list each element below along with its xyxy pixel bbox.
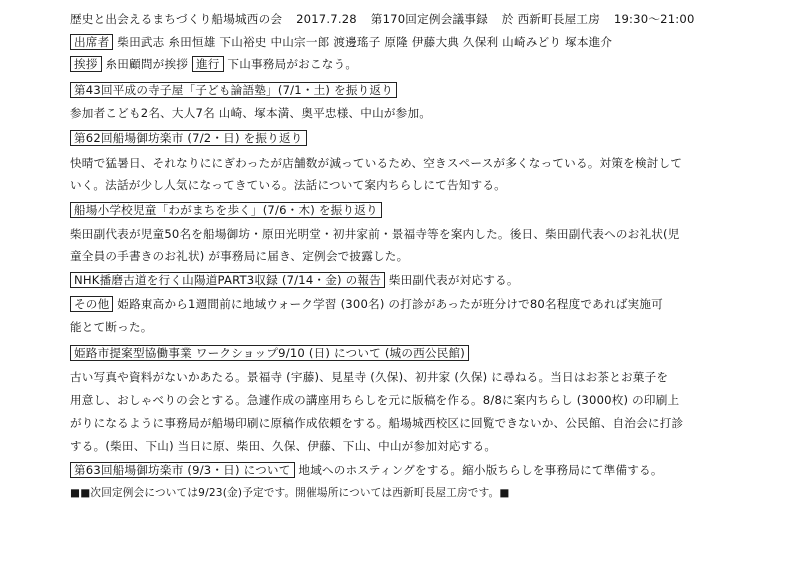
attendees-line	[70, 34, 612, 50]
section-title	[70, 130, 307, 146]
attendees-label: 出席者	[70, 34, 113, 50]
section-title	[70, 82, 397, 98]
section-0-line-0: 参加者こども2名、大人7名 山崎、塚本満、奥平忠様、中山が参加。	[70, 106, 432, 120]
section-1-line-0: 快晴で猛暑日、それなりににぎわったが店舗数が減っているため、空きスペースが多くなっている。対策を検討して	[70, 156, 683, 170]
section-5-line-2: がりになるように事務局が船場印刷に原稿作成依頼をする。船場城西校区に回覧できないか、公民館、自治会に打診	[70, 416, 684, 430]
section-title	[70, 202, 382, 218]
greeting-label: 挨拶	[70, 56, 102, 72]
greeting-line	[70, 56, 357, 72]
header-line	[70, 12, 695, 27]
section-4-title: その他	[70, 296, 113, 312]
section-5-line-3: する。(柴田、下山) 当日に原、柴田、久保、伊藤、下山、中山が参加対応する。	[70, 439, 497, 453]
section-6-line	[70, 462, 663, 478]
org-name: 歴史と出会えるまちづくり船場城西の会	[70, 12, 283, 26]
section-6-after: 地域へのホスティングをする。縮小版ちらしを事務局にて準備する。	[298, 463, 663, 477]
attendees-names: 柴田武志 糸田恒雄 下山裕史 中山宗一郎 渡邊瑤子 原隆 伊藤大典 久保利 山崎みどり 塚本進介	[117, 35, 613, 49]
section-5-line-0: 古い写真や資料がないかあたる。景福寺 (宇藤)、見星寺 (久保)、初井家 (久保) に尋ねる。当日はお茶とお菓子を	[70, 370, 669, 384]
section-2-line-1: 童全員の手書きのお礼状) が事務局に届き、定例会で披露した。	[70, 249, 409, 263]
greeting-text: 糸田顧問が挨拶	[105, 57, 189, 71]
section-4-line	[70, 296, 663, 312]
meeting-title: 第170回定例会議事録	[370, 12, 488, 26]
section-2-title: 船場小学校児童「わがまちを歩く」(7/6・木) を振り返り	[70, 202, 382, 218]
chair-text: 下山事務局がおこなう。	[227, 57, 358, 71]
section-3-title: NHK播磨古道を行く山陽道PART3収録 (7/14・金) の報告	[70, 272, 385, 288]
meeting-date: 2017.7.28	[296, 12, 357, 26]
section-5-title: 姫路市提案型協働事業 ワークショップ9/10 (日) について (城の西公民館)	[70, 345, 469, 361]
section-3-after: 柴田副代表が対応する。	[388, 273, 519, 287]
section-title	[70, 345, 469, 361]
section-3-line	[70, 272, 519, 288]
section-0-title: 第43回平成の寺子屋「子ども論語塾」(7/1・土) を振り返り	[70, 82, 397, 98]
section-4-line-0: 能とて断った。	[70, 320, 153, 334]
chair-label: 進行	[192, 56, 224, 72]
section-5-line-1: 用意し、おしゃべりの会とする。急遽作成の講座用ちらしを元に版稿を作る。8/8に案内ちらし (3000枚) の印刷上	[70, 393, 680, 407]
section-6-title: 第63回船場御坊楽市 (9/3・日) について	[70, 462, 295, 478]
section-1-line-1: いく。法話が少し人気になってきている。法話について案内ちらしにて告知する。	[70, 178, 506, 192]
footer-note: ■■次回定例会については9/23(金)予定です。開催場所については西新町長屋工房です。■	[70, 487, 510, 499]
place-prefix: 於	[501, 12, 514, 26]
meeting-place: 西新町長屋工房	[517, 12, 601, 26]
meeting-time: 19:30～21:00	[613, 12, 695, 26]
section-4-after: 姫路東高から1週間前に地域ウォーク学習 (300名) の打診があったが班分けで80名程度であれば実施可	[117, 297, 663, 311]
section-1-title: 第62回船場御坊楽市 (7/2・日) を振り返り	[70, 130, 307, 146]
section-2-line-0: 柴田副代表が児童50名を船場御坊・原田光明堂・初井家前・景福寺等を案内した。後日、柴田副代表へのお礼状(児	[70, 227, 680, 241]
